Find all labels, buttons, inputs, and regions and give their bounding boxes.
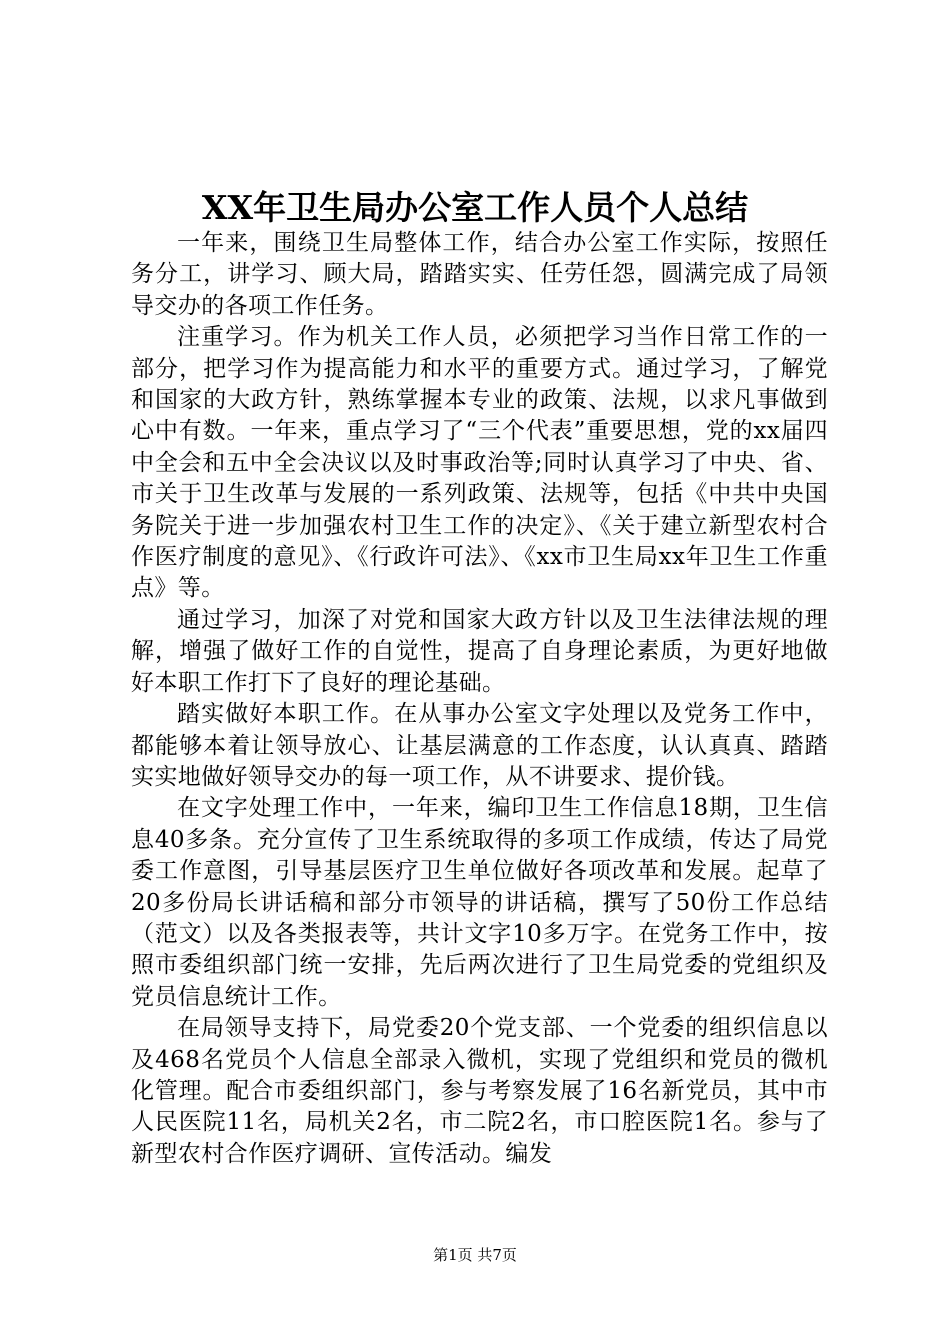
paragraph-study: 注重学习。作为机关工作人员，必须把学习当作日常工作的一部分，把学习作为提高能力和水平的重要方式。通过学习，了解党和国家的大政方针，熟练掌握本专业的政策、法规，以求凡事做到心中有数。一年来，重点学习了“三个代表”重要思想，党的xx届四中全会和五中全会决议以及时事政治等;同时认真学习了中央、省、市关于卫生改革与发展的一系列政策、法规等，包括《中共中央国务院关于进一步加强农村卫生工作的决定》、《关于建立新型农村合作医疗制度的意见》、《行政许可法》、《xx市卫生局xx年卫生工作重点》等。 xyxy=(131,324,828,602)
paragraph-intro: 一年来，围绕卫生局整体工作，结合办公室工作实际，按照任务分工，讲学习、顾大局，踏踏实实、任劳任怨，圆满完成了局领导交办的各项工作任务。 xyxy=(131,230,828,319)
page-number-footer: 第1页 共7页 xyxy=(433,1246,517,1264)
paragraph-study-result: 通过学习，加深了对党和国家大政方针以及卫生法律法规的理解，增强了做好工作的自觉性，提高了自身理论素质，为更好地做好本职工作打下了良好的理论基础。 xyxy=(131,606,828,696)
paragraph-party-work: 在局领导支持下，局党委20个党支部、一个党委的组织信息以及468名党员个人信息全部录入微机，实现了党组织和党员的微机化管理。配合市委组织部门，参与考察发展了16名新党员，其中市人民医院11名，局机关2名，市二院2名，市口腔医院1名。参与了新型农村合作医疗调研、宣传活动。编发 xyxy=(131,1015,828,1167)
document-body xyxy=(131,228,828,1170)
paragraph-writing-work: 在文字处理工作中，一年来，编印卫生工作信息18期，卫生信息40多条。充分宣传了卫生系统取得的多项工作成绩，传达了局党委工作意图，引导基层医疗卫生单位做好各项改革和发展。起草了20多份局长讲话稿和部分市领导的讲话稿，撰写了50份工作总结（范文）以及各类报表等，共计文字10多万字。在党务工作中，按照市委组织部门统一安排，先后两次进行了卫生局党委的党组织及党员信息统计工作。 xyxy=(131,795,828,1010)
document-title: XX年卫生局办公室工作人员个人总结 xyxy=(201,188,749,227)
paragraph-duties: 踏实做好本职工作。在从事办公室文字处理以及党务工作中，都能够本着让领导放心、让基层满意的工作态度，认认真真、踏踏实实地做好领导交办的每一项工作，从不讲要求、提价钱。 xyxy=(131,701,828,790)
